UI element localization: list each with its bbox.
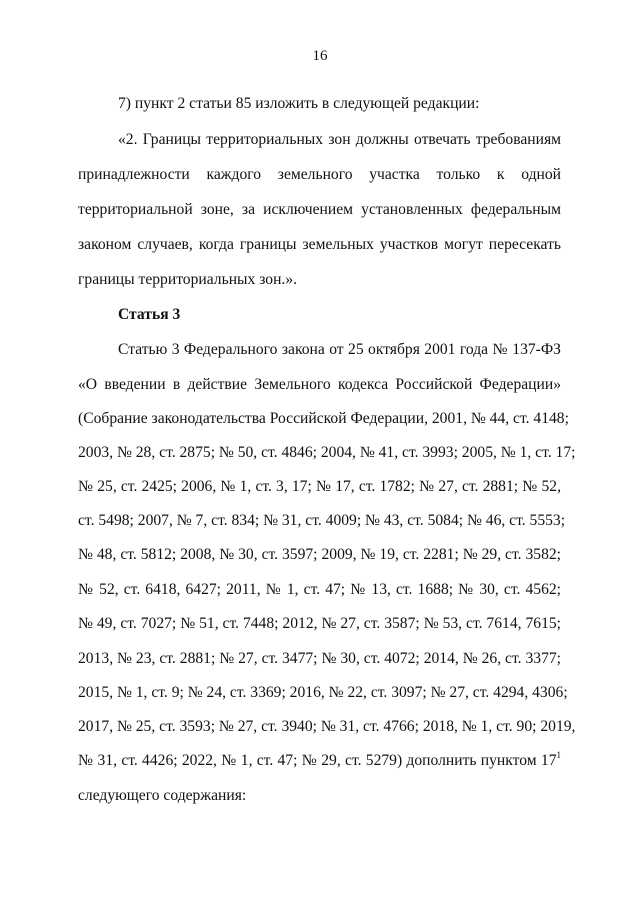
item-7-paragraph: 7) пункт 2 статьи 85 изложить в следующей редакции: — [118, 95, 480, 112]
quote-line: принадлежности каждого земельного участка только к одной — [78, 166, 561, 183]
quote-line: законом случаев, когда границы земельных участков могут пересекать — [78, 236, 561, 253]
body-line: № 25, ст. 2425; 2006, № 1, ст. 3, 17; № 17, ст. 1782; № 27, ст. 2881; № 52, — [78, 478, 561, 495]
page-number: 16 — [312, 48, 328, 64]
body-line: 2003, № 28, ст. 2875; № 50, ст. 4846; 2004, № 41, ст. 3993; 2005, № 1, ст. 17; — [78, 444, 576, 461]
superscript: 1 — [556, 750, 561, 760]
quote-line: «2. Границы территориальных зон должны отвечать требованиям — [118, 131, 561, 148]
body-line-with-superscript — [78, 751, 561, 771]
body-line: ст. 5498; 2007, № 7, ст. 834; № 31, ст. 4009; № 43, ст. 5084; № 46, ст. 5553; — [78, 512, 566, 529]
body-line: № 48, ст. 5812; 2008, № 30, ст. 3597; 2009, № 19, ст. 2281; № 29, ст. 3582; — [78, 546, 561, 563]
quote-line: территориальной зоне, за исключением установленных федеральным — [78, 201, 561, 218]
body-line-text: № 31, ст. 4426; 2022, № 1, ст. 47; № 29, ст. 5279) дополнить пунктом 17 — [78, 752, 557, 769]
body-line: № 52, ст. 6418, 6427; 2011, № 1, ст. 47; № 13, ст. 1688; № 30, ст. 4562; — [78, 581, 561, 598]
body-line: 2015, № 1, ст. 9; № 24, ст. 3369; 2016, № 22, ст. 3097; № 27, ст. 4294, 4306; — [78, 684, 568, 701]
body-line: № 49, ст. 7027; № 51, ст. 7448; 2012, № 27, ст. 3587; № 53, ст. 7614, 7615; — [78, 615, 561, 632]
body-line: 2017, № 25, ст. 3593; № 27, ст. 3940; № 31, ст. 4766; 2018, № 1, ст. 90; 2019, — [78, 718, 576, 735]
body-line: (Собрание законодательства Российской Федерации, 2001, № 44, ст. 4148; — [78, 410, 569, 427]
final-line: следующего содержания: — [78, 787, 247, 804]
body-line: «О введении в действие Земельного кодекса Российской Федерации» — [78, 376, 561, 393]
body-line: 2013, № 23, ст. 2881; № 27, ст. 3477; № 30, ст. 4072; 2014, № 26, ст. 3377; — [78, 650, 561, 667]
article-heading: Статья 3 — [118, 306, 181, 323]
quote-line: границы территориальных зон.». — [78, 271, 298, 288]
body-line: Статью 3 Федерального закона от 25 октября 2001 года № 137-ФЗ — [118, 341, 561, 358]
